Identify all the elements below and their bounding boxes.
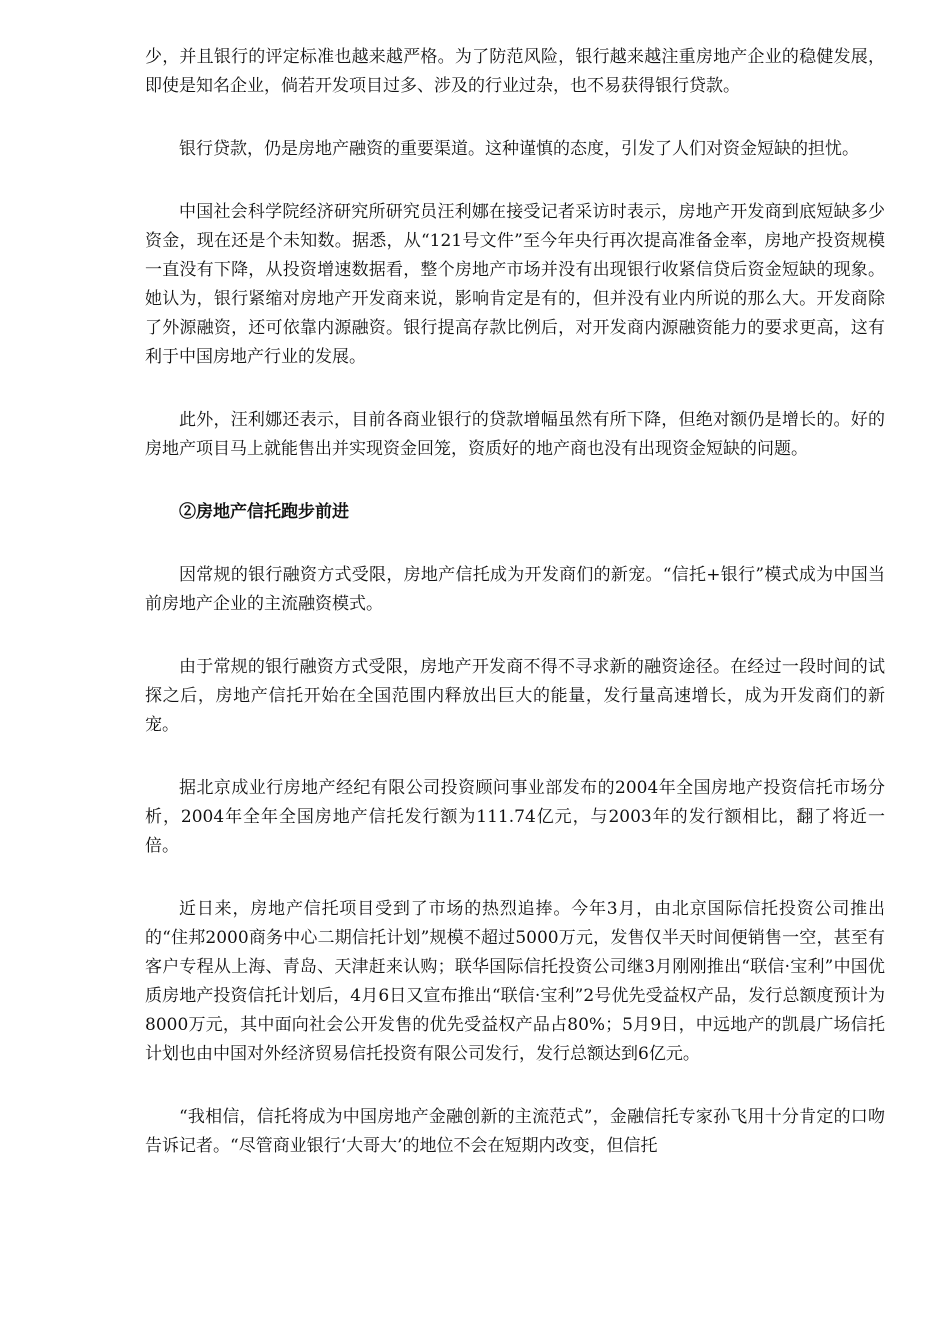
paragraph-4: 此外，汪利娜还表示，目前各商业银行的贷款增幅虽然有所下降，但绝对额仍是增长的。好的房地产项目马上就能售出并实现资金回笼，资质好的地产商也没有出现资金短缺的问题。	[145, 410, 885, 459]
document-page	[145, 43, 885, 1195]
paragraph-8: 近日来，房地产信托项目受到了市场的热烈追捧。今年3月，由北京国际信托投资公司推出的“住邦2000商务中心二期信托计划”规模不超过5000万元，发售仅半天时间便销售一空，甚至有客户专程从上海、青岛、天津赶来认购；联华国际信托投资公司继3月刚刚推出“联信·宝利”中国优质房地产投资信托计划后，4月6日又宣布推出“联信·宝利”2号优先受益权产品，发行总额度预计为8000万元，其中面向社会公开发售的优先受益权产品占80%；5月9日，中远地产的凯晨广场信托计划也由中国对外经济贸易信托投资有限公司发行，发行总额达到6亿元。	[145, 899, 885, 1064]
paragraph-3: 中国社会科学院经济研究所研究员汪利娜在接受记者采访时表示，房地产开发商到底短缺多少资金，现在还是个未知数。据悉，从“121号文件”至今年央行再次提高准备金率，房地产投资规模一直没有下降，从投资增速数据看，整个房地产市场并没有出现银行收紧信贷后资金短缺的现象。她认为，银行紧缩对房地产开发商来说，影响肯定是有的，但并没有业内所说的那么大。开发商除了外源融资，还可依靠内源融资。银行提高存款比例后，对开发商内源融资能力的要求更高，这有利于中国房地产行业的发展。	[145, 202, 885, 367]
section-heading: ②房地产信托跑步前进	[179, 502, 349, 522]
paragraph-7: 据北京成业行房地产经纪有限公司投资顾问事业部发布的2004年全国房地产投资信托市场分析，2004年全年全国房地产信托发行额为111.74亿元，与2003年的发行额相比，翻了将近一倍。	[145, 778, 885, 856]
paragraph-9: “我相信，信托将成为中国房地产金融创新的主流范式”，金融信托专家孙飞用十分肯定的口吻告诉记者。“尽管商业银行‘大哥大’的地位不会在短期内改变，但信托	[145, 1107, 885, 1156]
paragraph-1: 少，并且银行的评定标准也越来越严格。为了防范风险，银行越来越注重房地产企业的稳健发展，即使是知名企业，倘若开发项目过多、涉及的行业过杂，也不易获得银行贷款。	[145, 47, 885, 96]
paragraph-2: 银行贷款，仍是房地产融资的重要渠道。这种谨慎的态度，引发了人们对资金短缺的担忧。	[179, 139, 859, 159]
paragraph-5: 因常规的银行融资方式受限，房地产信托成为开发商们的新宠。“信托+银行”模式成为中国当前房地产企业的主流融资模式。	[145, 565, 885, 614]
paragraph-6: 由于常规的银行融资方式受限，房地产开发商不得不寻求新的融资途径。在经过一段时间的试探之后，房地产信托开始在全国范围内释放出巨大的能量，发行量高速增长，成为开发商们的新宠。	[145, 657, 885, 735]
